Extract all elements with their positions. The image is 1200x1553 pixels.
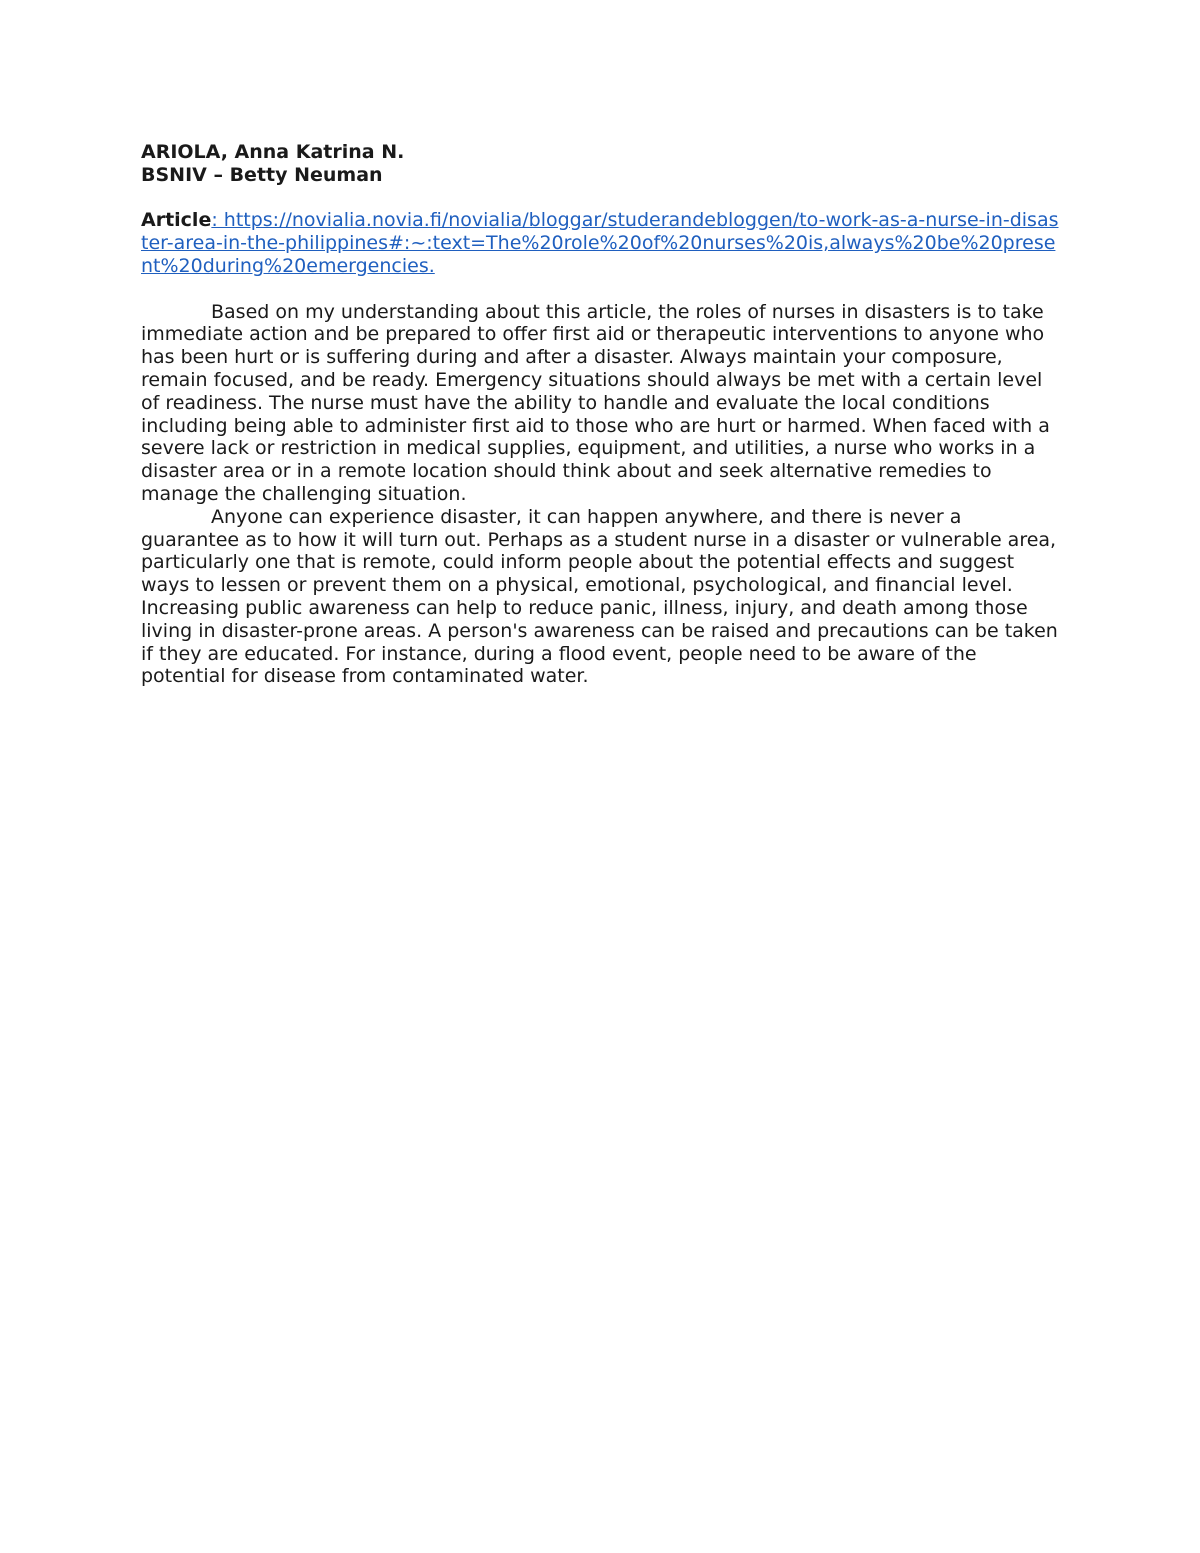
body-paragraph-2: Anyone can experience disaster, it can happen anywhere, and there is never a guarantee as to how it will turn out. Perhaps as a student nurse in a disaster or vulnerable area, particularly one that is remote, could inform people about the potential effects and suggest ways to lessen or prevent them on a physical, emotional, psychological, and financial level. Increasing public awareness can help to reduce panic, illness, injury, and death among those living in disaster-prone areas. A person's awareness can be raised and precautions can be taken if they are educated. For instance, during a flood event, people need to be aware of the potential for disease from contaminated water. [141, 505, 1058, 688]
article-link[interactable]: : https://novialia.novia.fi/novialia/bloggar/studerandebloggen/to-work-as-a-nurse-in-disaster-area-in-the-philippines#:~:text=The%20role%20of%20nurses%20is,always%20be%20present%20during%20emergencies. [141, 209, 1059, 277]
student-section: BSNIV – Betty Neuman [141, 163, 383, 186]
body-paragraph-1: Based on my understanding about this article, the roles of nurses in disasters is to take immediate action and be prepared to offer first aid or therapeutic interventions to anyone who has been hurt or is suffering during and after a disaster. Always maintain your composure, remain focused, and be ready. Emergency situations should always be met with a certain level of readiness. The nurse must have the ability to handle and evaluate the local conditions including being able to administer first aid to those who are hurt or harmed. When faced with a severe lack or restriction in medical supplies, equipment, and utilities, a nurse who works in a disaster area or in a remote location should think about and seek alternative remedies to manage the challenging situation. [141, 300, 1050, 505]
blank-line [141, 278, 1061, 301]
article-reference [141, 209, 1061, 277]
blank-line [141, 187, 1061, 210]
article-label: Article [141, 209, 212, 232]
student-name: ARIOLA, Anna Katrina N. [141, 141, 405, 163]
document-content [141, 141, 1061, 688]
